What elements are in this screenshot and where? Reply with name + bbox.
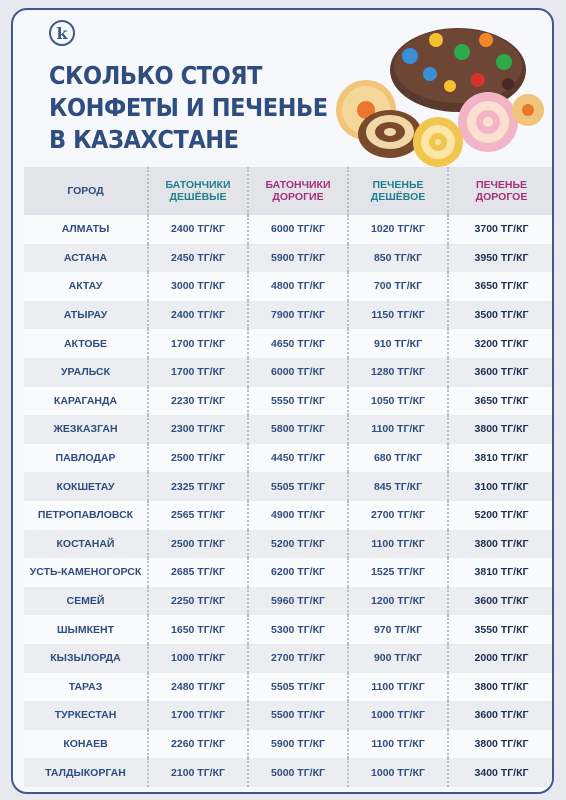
cookies-cheap-cell: 850 ТГ/КГ xyxy=(348,244,448,273)
bars-cheap-cell: 1650 ТГ/КГ xyxy=(148,615,248,644)
bars-expensive-cell: 5505 ТГ/КГ xyxy=(248,472,348,501)
table-row xyxy=(24,415,554,444)
cookies-cheap-cell: 845 ТГ/КГ xyxy=(348,472,448,501)
table-row xyxy=(24,701,554,730)
table-row xyxy=(24,358,554,387)
table-row xyxy=(24,301,554,330)
cookies-cheap-cell: 970 ТГ/КГ xyxy=(348,615,448,644)
bars-cheap-cell: 3000 ТГ/КГ xyxy=(148,272,248,301)
table-row xyxy=(24,558,554,587)
brand-logo: k xyxy=(49,20,75,46)
cookies-cheap-cell: 1100 ТГ/КГ xyxy=(348,730,448,759)
infographic-frame xyxy=(11,8,554,794)
col-header-cookies-expensive: ПЕЧЕНЬЕ ДОРОГОЕ xyxy=(448,167,554,215)
cookies-expensive-cell: 3600 ТГ/КГ xyxy=(448,358,554,387)
cookies-cheap-cell: 1100 ТГ/КГ xyxy=(348,415,448,444)
bars-expensive-cell: 4450 ТГ/КГ xyxy=(248,444,348,473)
bars-expensive-cell: 5960 ТГ/КГ xyxy=(248,587,348,616)
table-row xyxy=(24,615,554,644)
bars-expensive-cell: 5300 ТГ/КГ xyxy=(248,615,348,644)
cookies-expensive-cell: 3650 ТГ/КГ xyxy=(448,387,554,416)
city-cell: КАРАГАНДА xyxy=(24,387,148,416)
cookies-cheap-cell: 700 ТГ/КГ xyxy=(348,272,448,301)
bars-expensive-cell: 4900 ТГ/КГ xyxy=(248,501,348,530)
city-cell: АКТАУ xyxy=(24,272,148,301)
bars-expensive-cell: 5900 ТГ/КГ xyxy=(248,244,348,273)
city-cell: КЫЗЫЛОРДА xyxy=(24,644,148,673)
cookies-illustration xyxy=(318,18,548,168)
table-row xyxy=(24,244,554,273)
cookies-expensive-cell: 3810 ТГ/КГ xyxy=(448,558,554,587)
bars-cheap-cell: 2450 ТГ/КГ xyxy=(148,244,248,273)
cookies-cheap-cell: 900 ТГ/КГ xyxy=(348,644,448,673)
table-header-row xyxy=(24,167,554,215)
cookies-expensive-cell: 3950 ТГ/КГ xyxy=(448,244,554,273)
city-cell: ТАЛДЫКОРГАН xyxy=(24,758,148,787)
city-cell: УРАЛЬСК xyxy=(24,358,148,387)
cookies-cheap-cell: 1150 ТГ/КГ xyxy=(348,301,448,330)
city-cell: АСТАНА xyxy=(24,244,148,273)
bars-cheap-cell: 2400 ТГ/КГ xyxy=(148,301,248,330)
bars-cheap-cell: 1000 ТГ/КГ xyxy=(148,644,248,673)
bars-cheap-cell: 1700 ТГ/КГ xyxy=(148,329,248,358)
city-cell: ТАРАЗ xyxy=(24,673,148,702)
cookies-expensive-cell: 3650 ТГ/КГ xyxy=(448,272,554,301)
bars-cheap-cell: 1700 ТГ/КГ xyxy=(148,701,248,730)
cookies-cheap-cell: 1050 ТГ/КГ xyxy=(348,387,448,416)
city-cell: АКТОБЕ xyxy=(24,329,148,358)
table-row xyxy=(24,215,554,244)
bars-expensive-cell: 5550 ТГ/КГ xyxy=(248,387,348,416)
cookies-cheap-cell: 1020 ТГ/КГ xyxy=(348,215,448,244)
cookies-cheap-cell: 680 ТГ/КГ xyxy=(348,444,448,473)
city-cell: СЕМЕЙ xyxy=(24,587,148,616)
cookies-expensive-cell: 3800 ТГ/КГ xyxy=(448,415,554,444)
col-header-bars-cheap: БАТОНЧИКИ ДЕШЁВЫЕ xyxy=(148,167,248,215)
col-header-city: ГОРОД xyxy=(24,167,148,215)
bars-expensive-cell: 6200 ТГ/КГ xyxy=(248,558,348,587)
cookies-expensive-cell: 5200 ТГ/КГ xyxy=(448,501,554,530)
bars-expensive-cell: 5505 ТГ/КГ xyxy=(248,673,348,702)
table-row xyxy=(24,444,554,473)
prices-table xyxy=(24,167,554,787)
cookies-expensive-cell: 3550 ТГ/КГ xyxy=(448,615,554,644)
table-row xyxy=(24,501,554,530)
cookies-cheap-cell: 1100 ТГ/КГ xyxy=(348,530,448,559)
bars-cheap-cell: 2685 ТГ/КГ xyxy=(148,558,248,587)
table-row xyxy=(24,472,554,501)
col-header-cookies-cheap: ПЕЧЕНЬЕ ДЕШЁВОЕ xyxy=(348,167,448,215)
bars-expensive-cell: 7900 ТГ/КГ xyxy=(248,301,348,330)
table-row xyxy=(24,272,554,301)
city-cell: ТУРКЕСТАН xyxy=(24,701,148,730)
cookies-cheap-cell: 910 ТГ/КГ xyxy=(348,329,448,358)
table-row xyxy=(24,730,554,759)
bars-cheap-cell: 2300 ТГ/КГ xyxy=(148,415,248,444)
table-row xyxy=(24,644,554,673)
bars-expensive-cell: 5500 ТГ/КГ xyxy=(248,701,348,730)
bars-cheap-cell: 2250 ТГ/КГ xyxy=(148,587,248,616)
bars-expensive-cell: 2700 ТГ/КГ xyxy=(248,644,348,673)
city-cell: УСТЬ-КАМЕНОГОРСК xyxy=(24,558,148,587)
bars-expensive-cell: 6000 ТГ/КГ xyxy=(248,215,348,244)
bars-expensive-cell: 4650 ТГ/КГ xyxy=(248,329,348,358)
bars-expensive-cell: 5200 ТГ/КГ xyxy=(248,530,348,559)
cookies-cheap-cell: 1000 ТГ/КГ xyxy=(348,758,448,787)
table-row xyxy=(24,329,554,358)
city-cell: КОСТАНАЙ xyxy=(24,530,148,559)
city-cell: АЛМАТЫ xyxy=(24,215,148,244)
cookies-expensive-cell: 3200 ТГ/КГ xyxy=(448,329,554,358)
cookies-cheap-cell: 1000 ТГ/КГ xyxy=(348,701,448,730)
cookies-cheap-cell: 1200 ТГ/КГ xyxy=(348,587,448,616)
bars-cheap-cell: 2565 ТГ/КГ xyxy=(148,501,248,530)
table-row xyxy=(24,673,554,702)
cookies-expensive-cell: 3600 ТГ/КГ xyxy=(448,701,554,730)
city-cell: ПЕТРОПАВЛОВСК xyxy=(24,501,148,530)
bars-expensive-cell: 5800 ТГ/КГ xyxy=(248,415,348,444)
col-header-bars-expensive: БАТОНЧИКИ ДОРОГИЕ xyxy=(248,167,348,215)
city-cell: КОКШЕТАУ xyxy=(24,472,148,501)
cookies-expensive-cell: 3700 ТГ/КГ xyxy=(448,215,554,244)
cookies-expensive-cell: 3400 ТГ/КГ xyxy=(448,758,554,787)
bars-cheap-cell: 2400 ТГ/КГ xyxy=(148,215,248,244)
bars-cheap-cell: 2100 ТГ/КГ xyxy=(148,758,248,787)
city-cell: КОНАЕВ xyxy=(24,730,148,759)
bars-cheap-cell: 2260 ТГ/КГ xyxy=(148,730,248,759)
city-cell: ПАВЛОДАР xyxy=(24,444,148,473)
bars-expensive-cell: 6000 ТГ/КГ xyxy=(248,358,348,387)
table-row xyxy=(24,587,554,616)
page-title xyxy=(49,60,328,156)
cookies-expensive-cell: 3600 ТГ/КГ xyxy=(448,587,554,616)
bars-cheap-cell: 2325 ТГ/КГ xyxy=(148,472,248,501)
cookies-expensive-cell: 3810 ТГ/КГ xyxy=(448,444,554,473)
bars-expensive-cell: 5000 ТГ/КГ xyxy=(248,758,348,787)
cookies-expensive-cell: 3500 ТГ/КГ xyxy=(448,301,554,330)
bars-cheap-cell: 2500 ТГ/КГ xyxy=(148,444,248,473)
city-cell: ШЫМКЕНТ xyxy=(24,615,148,644)
city-cell: ЖЕЗКАЗГАН xyxy=(24,415,148,444)
cookies-expensive-cell: 3100 ТГ/КГ xyxy=(448,472,554,501)
cookies-cheap-cell: 1100 ТГ/КГ xyxy=(348,673,448,702)
bars-expensive-cell: 4800 ТГ/КГ xyxy=(248,272,348,301)
cookies-expensive-cell: 2000 ТГ/КГ xyxy=(448,644,554,673)
cookies-cheap-cell: 1525 ТГ/КГ xyxy=(348,558,448,587)
table-row xyxy=(24,758,554,787)
cookies-expensive-cell: 3800 ТГ/КГ xyxy=(448,730,554,759)
bars-expensive-cell: 5900 ТГ/КГ xyxy=(248,730,348,759)
table-row xyxy=(24,387,554,416)
bars-cheap-cell: 2230 ТГ/КГ xyxy=(148,387,248,416)
bars-cheap-cell: 2480 ТГ/КГ xyxy=(148,673,248,702)
cookies-cheap-cell: 1280 ТГ/КГ xyxy=(348,358,448,387)
bars-cheap-cell: 1700 ТГ/КГ xyxy=(148,358,248,387)
bars-cheap-cell: 2500 ТГ/КГ xyxy=(148,530,248,559)
cookies-cheap-cell: 2700 ТГ/КГ xyxy=(348,501,448,530)
table-row xyxy=(24,530,554,559)
cookies-expensive-cell: 3800 ТГ/КГ xyxy=(448,530,554,559)
city-cell: АТЫРАУ xyxy=(24,301,148,330)
cookies-expensive-cell: 3800 ТГ/КГ xyxy=(448,673,554,702)
title-line: В КАЗАХСТАНЕ xyxy=(49,125,239,154)
title-line: КОНФЕТЫ И ПЕЧЕНЬЕ xyxy=(49,93,328,122)
title-line: СКОЛЬКО СТОЯТ xyxy=(49,61,263,90)
